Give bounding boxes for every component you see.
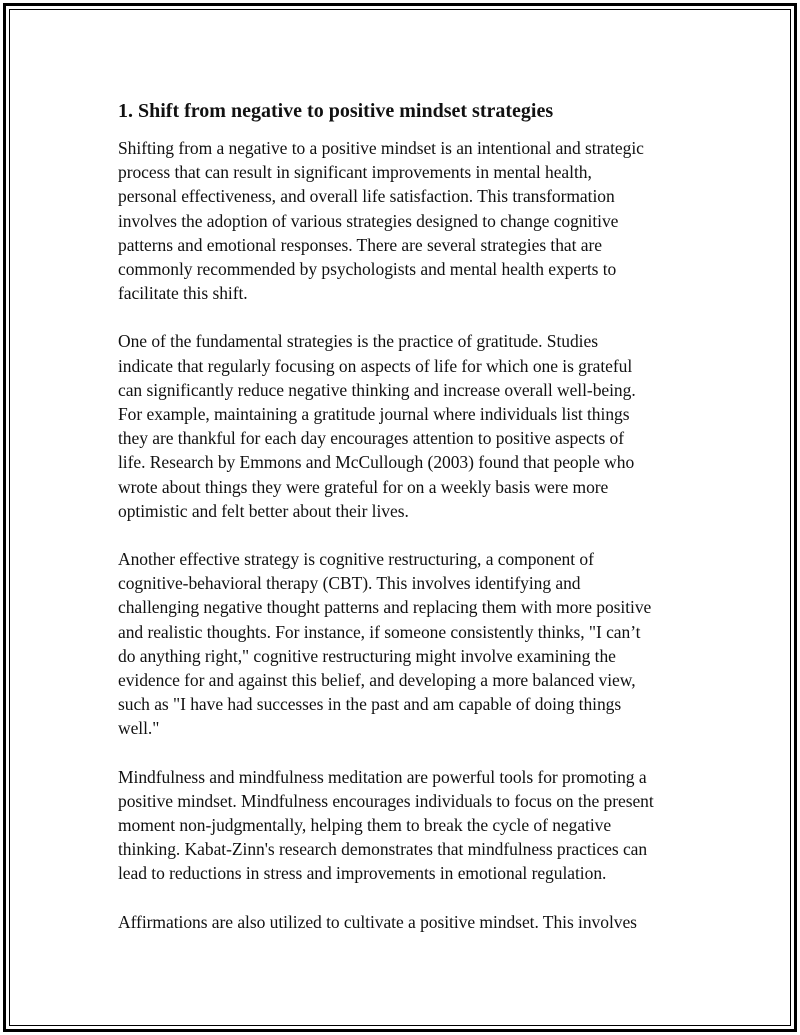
text-line: involves the adoption of various strategies designed to change cognitive	[118, 210, 619, 231]
text-line: well."	[118, 718, 160, 739]
text-line: life. Research by Emmons and McCullough (2003) found that people who	[118, 452, 635, 473]
paragraphs-container	[118, 136, 698, 934]
paragraph-4	[118, 765, 698, 886]
page-frame	[3, 3, 797, 1032]
text-line: cognitive-behavioral therapy (CBT). This involves identifying and	[118, 573, 581, 594]
text-line: they are thankful for each day encourages attention to positive aspects of	[118, 428, 625, 449]
text-line: wrote about things they were grateful for on a weekly basis were more	[118, 476, 609, 497]
paragraph-3	[118, 547, 698, 741]
text-line: Shifting from a negative to a positive mindset is an intentional and strategic	[118, 138, 644, 158]
text-line: One of the fundamental strategies is the practice of gratitude. Studies	[118, 331, 598, 352]
text-line: Another effective strategy is cognitive restructuring, a component of	[118, 549, 594, 570]
text-line: lead to reductions in stress and improvements in emotional regulation.	[118, 863, 607, 884]
document-body	[118, 98, 698, 958]
text-line: challenging negative thought patterns and replacing them with more positive	[118, 597, 652, 618]
paragraph-2	[118, 329, 698, 523]
text-line: evidence for and against this belief, and developing a more balanced view,	[118, 670, 636, 691]
paragraph-5	[118, 910, 698, 934]
text-line: such as "I have had successes in the past and am capable of doing things	[118, 694, 622, 715]
text-line: For example, maintaining a gratitude journal where individuals list things	[118, 404, 630, 425]
text-line: Affirmations are also utilized to cultivate a positive mindset. This involves	[118, 911, 637, 932]
text-line: indicate that regularly focusing on aspects of life for which one is grateful	[118, 355, 633, 376]
text-line: process that can result in significant improvements in mental health,	[118, 162, 592, 183]
text-line: do anything right," cognitive restructuring might involve examining the	[118, 645, 616, 666]
text-line: Mindfulness and mindfulness meditation are powerful tools for promoting a	[118, 766, 647, 787]
text-line: commonly recommended by psychologists and mental health experts to	[118, 259, 617, 280]
text-line: facilitate this shift.	[118, 283, 248, 304]
text-line: moment non-judgmentally, helping them to break the cycle of negative	[118, 815, 612, 836]
text-line: thinking. Kabat-Zinn's research demonstrates that mindfulness practices can	[118, 839, 648, 860]
text-line: and realistic thoughts. For instance, if someone consistently thinks, "I can’t	[118, 621, 641, 642]
text-line: personal effectiveness, and overall life satisfaction. This transformation	[118, 186, 615, 207]
section-heading: 1. Shift from negative to positive mindset strategies	[118, 100, 554, 122]
text-line: positive mindset. Mindfulness encourages individuals to focus on the present	[118, 790, 654, 811]
paragraph-1	[118, 136, 698, 305]
text-line: can significantly reduce negative thinking and increase overall well-being.	[118, 379, 636, 400]
text-line: patterns and emotional responses. There are several strategies that are	[118, 234, 602, 255]
text-line: optimistic and felt better about their lives.	[118, 500, 409, 521]
